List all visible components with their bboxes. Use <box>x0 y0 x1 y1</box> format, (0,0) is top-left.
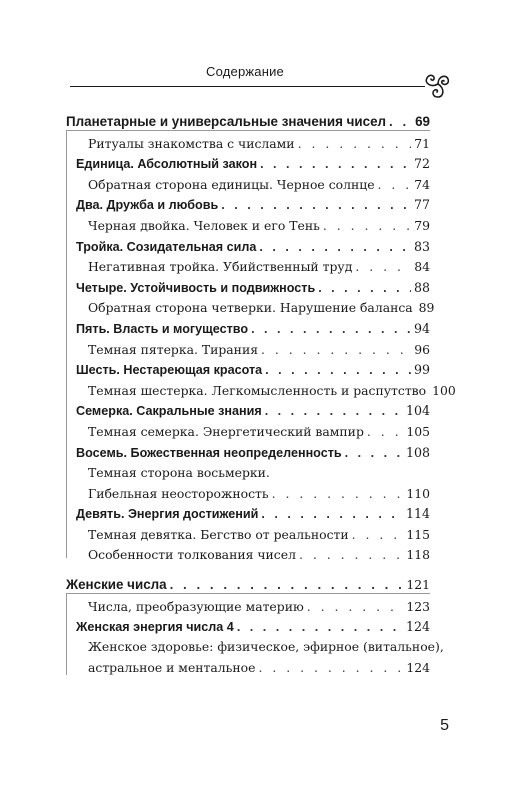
dot-leader <box>298 134 412 154</box>
toc-item-title: Восемь. Божественная неопределенность <box>76 445 342 460</box>
toc-section-2 <box>66 569 430 595</box>
toc-item-title: Ритуалы знакомства с числами <box>88 135 295 151</box>
dot-leader <box>345 443 403 463</box>
dot-leader <box>299 545 403 565</box>
toc-page-number: 105 <box>406 423 430 439</box>
dot-leader <box>318 278 411 298</box>
toc-page-number: 74 <box>414 176 430 192</box>
toc-item-title: Семерка. Сакральные знания <box>76 404 262 419</box>
toc-item-line2 <box>88 483 430 504</box>
toc-page-number: 123 <box>406 598 430 614</box>
toc-item[interactable] <box>66 596 430 617</box>
toc-item-title: Темная сторона восьмерки. <box>88 464 270 480</box>
toc-page-number: 83 <box>413 238 430 254</box>
toc-item-title: Темная шестерка. Легкомысленность и распутство <box>88 382 427 398</box>
toc-item-title: Темная пятерка. Тирания <box>88 341 259 357</box>
dot-leader <box>237 617 403 637</box>
toc-item[interactable] <box>66 617 430 638</box>
toc-item-title: Два. Дружба и любовь <box>76 198 219 213</box>
page-number: 5 <box>440 717 449 734</box>
toc-page-number: 115 <box>406 526 430 542</box>
toc-item[interactable] <box>66 257 430 278</box>
toc-heading[interactable] <box>66 106 430 132</box>
toc-page-number: 77 <box>413 197 430 213</box>
toc-section-1 <box>66 106 430 132</box>
toc-page-number: 72 <box>413 156 430 172</box>
dot-leader <box>258 658 403 678</box>
toc-item-title: Единица. Абсолютный закон <box>76 157 258 172</box>
dot-leader <box>259 237 411 257</box>
dot-leader <box>352 525 404 545</box>
dot-leader <box>323 216 411 236</box>
dot-leader <box>260 154 411 174</box>
dot-leader <box>272 484 404 504</box>
toc-heading-title: Женские числа <box>66 577 167 592</box>
section-1-top-rule <box>66 130 430 131</box>
toc-page-number: 99 <box>413 362 430 378</box>
toc-item-title: Женская энергия числа 4 <box>76 620 234 635</box>
toc-item[interactable] <box>66 133 430 154</box>
toc-page-number: 84 <box>414 259 430 275</box>
toc-page-number: 71 <box>414 135 430 151</box>
toc-item[interactable] <box>66 504 430 525</box>
toc-item-multiline[interactable] <box>66 637 444 678</box>
toc-item-title-continued: Гибельная неосторожность <box>88 485 269 501</box>
toc-item[interactable] <box>66 339 430 360</box>
toc-page-number: 104 <box>405 403 430 419</box>
toc-item-title: Женское здоровье: физическое, эфирное (витальное), <box>88 639 444 655</box>
toc-items-2 <box>66 596 444 678</box>
dot-leader <box>265 360 411 380</box>
toc-item-title: Темная семерка. Энергетический вампир <box>88 423 364 439</box>
toc-page-number: 69 <box>415 114 430 129</box>
toc-item[interactable] <box>66 236 430 257</box>
toc-items-1 <box>66 133 456 565</box>
toc-item[interactable] <box>66 298 435 319</box>
toc-item-title: Четыре. Устойчивость и подвижность <box>76 280 316 295</box>
dot-leader <box>355 257 411 277</box>
toc-page-number: 89 <box>418 300 435 316</box>
header-title: Содержание <box>206 64 284 79</box>
toc-page-number: 88 <box>413 279 430 295</box>
toc-item[interactable] <box>66 401 430 422</box>
toc-item[interactable] <box>66 421 430 442</box>
toc-item[interactable] <box>66 154 430 175</box>
toc-item[interactable] <box>66 442 430 463</box>
toc-item[interactable] <box>66 380 456 401</box>
section-2-top-rule <box>66 593 430 594</box>
celtic-triskele-icon <box>418 64 458 104</box>
toc-item-title: Числа, преобразующие материю <box>88 598 304 614</box>
toc-item[interactable] <box>66 174 430 195</box>
toc-page-number: 110 <box>406 485 430 501</box>
toc-page-number: 124 <box>405 619 430 635</box>
dot-leader <box>251 319 411 339</box>
toc-item[interactable] <box>66 215 430 236</box>
toc-heading[interactable] <box>66 569 430 595</box>
running-header <box>70 62 450 82</box>
toc-item-title: Девять. Энергия достижений <box>76 507 259 522</box>
toc-item[interactable] <box>66 545 430 566</box>
toc-item-title: Особенности толкования чисел <box>88 547 296 563</box>
toc-page-number: 114 <box>405 506 430 522</box>
toc-item-multiline[interactable] <box>66 463 430 504</box>
toc-item-title: Темная девятка. Бегство от реальности <box>88 526 349 542</box>
dot-leader <box>367 422 403 442</box>
toc-item-title: Обратная сторона четверки. Нарушение баланса <box>88 300 413 316</box>
toc-item[interactable] <box>66 318 430 339</box>
dot-leader <box>389 112 412 132</box>
toc-item-title: Тройка. Созидательная сила <box>76 239 257 254</box>
dot-leader <box>378 175 412 195</box>
toc-page-number: 96 <box>414 341 430 357</box>
dot-leader <box>261 340 411 360</box>
toc-page-number: 100 <box>432 382 456 398</box>
toc-heading-title: Планетарные и универсальные значения чисел <box>66 114 387 129</box>
toc-item-title: Шесть. Нестареющая красота <box>76 363 263 378</box>
toc-page-number: 118 <box>406 547 430 563</box>
dot-leader <box>261 504 403 524</box>
toc-item[interactable] <box>66 524 430 545</box>
toc-page-number: 79 <box>414 217 430 233</box>
toc-item-title-continued: астральное и ментальное <box>88 660 256 676</box>
toc-item-title: Негативная тройка. Убийственный труд <box>88 259 353 275</box>
toc-item-title: Черная двойка. Человек и его Тень <box>88 217 320 233</box>
toc-item-title: Пять. Власть и могущество <box>76 321 249 336</box>
toc-item[interactable] <box>66 360 430 381</box>
header-rule <box>70 86 425 87</box>
toc-item[interactable] <box>66 195 430 216</box>
toc-page-number: 108 <box>405 444 430 460</box>
dot-leader <box>170 575 404 595</box>
dot-leader <box>265 401 403 421</box>
toc-item-title: Обратная сторона единицы. Черное солнце <box>88 176 375 192</box>
toc-page-number: 121 <box>406 577 430 592</box>
toc-page-number: 94 <box>413 320 430 336</box>
toc-item-line2 <box>88 658 430 679</box>
dot-leader <box>221 195 411 215</box>
toc-page-number: 124 <box>406 660 430 676</box>
dot-leader <box>307 597 404 617</box>
toc-item[interactable] <box>66 277 430 298</box>
